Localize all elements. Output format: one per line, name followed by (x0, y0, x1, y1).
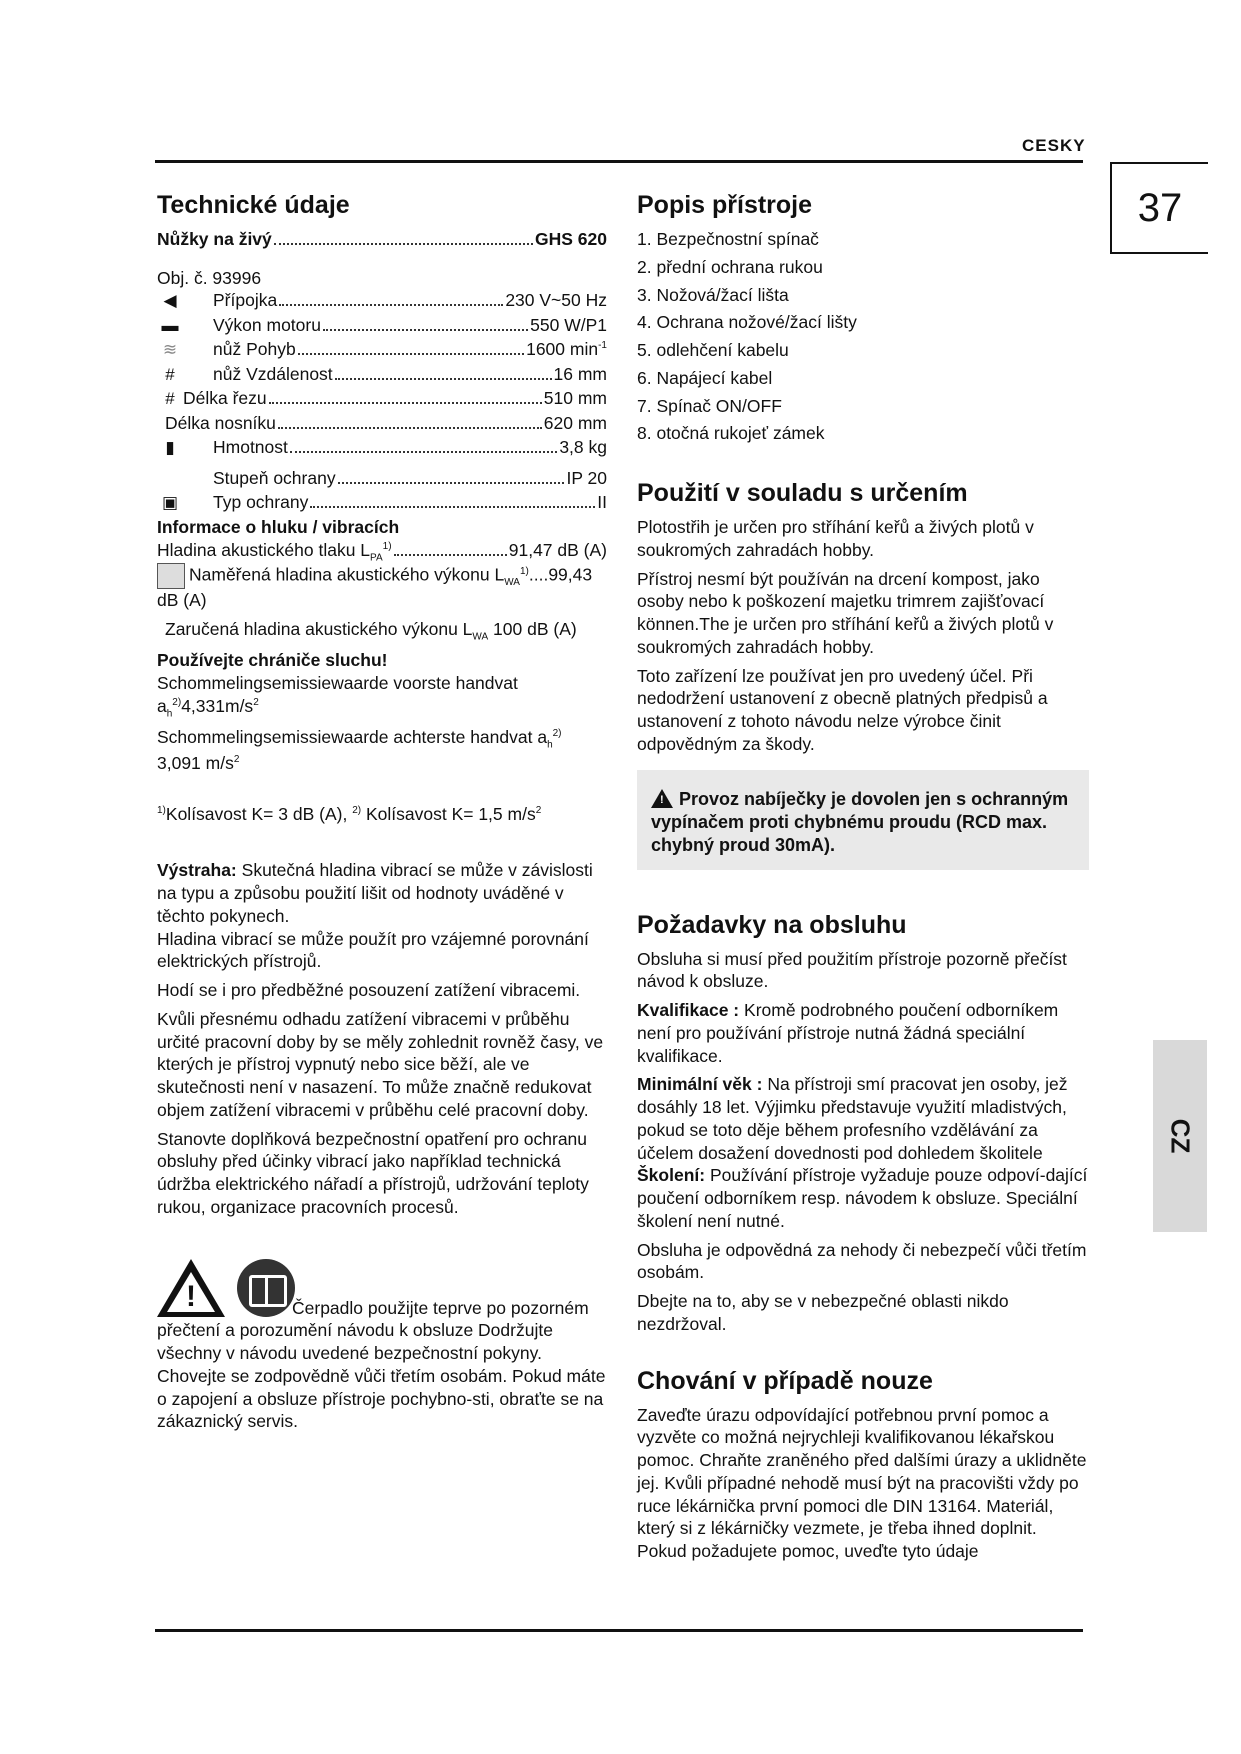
list-item: 3. Nožová/žací lišta (637, 284, 789, 305)
warning-label: Výstraha: (157, 860, 237, 881)
tolerance-1: Kolísavost K= 3 dB (A), (165, 803, 348, 824)
spec-value (526, 338, 607, 361)
list-item: 5. odlehčení kabelu (637, 340, 789, 360)
dot-leader (338, 482, 565, 484)
vibration-para-4: Stanovte doplňková bezpečnostní opatření pro ochranu obsluhy před účinky vibrací jako například technická údržba elektrického nářadí a přístrojů, udržování teploty rukou, organizace pracovních procesů. (157, 1128, 589, 1217)
vibration-front: Schommelingsemissiewaarde voorste handvat $a_h^{2)}4,331m/s^2$ (157, 673, 518, 720)
noise-pressure-row (157, 539, 607, 564)
dot-leader (298, 353, 524, 355)
rcd-notice (637, 770, 1089, 870)
min-age-text: Na přístroji smí pracovat jen osoby, jež dosáhly 18 let. Výjimku představuje využití mladistvých, pokud se toto děje během profesního vzdělávání za účelem dosažení dovednosti pod dohledem školitele (637, 1074, 1068, 1163)
plug-icon: ◀ (163, 291, 177, 311)
spec-value: 550 W/P1 (530, 314, 607, 335)
spec-row (157, 467, 607, 492)
read-manual-icon (237, 1259, 295, 1317)
spec-row (157, 314, 607, 339)
emergency-para: Zaveďte úrazu odpovídající potřebnou první pomoc a vyzvěte co možná nejrychleji kvalifikovanou lékařskou pomoc. Chraňte zraněného před dalšími úrazy a uklidněte jej. Kvůli případné nehodě musí být na pracovišti vždy po ruce lékárnička první pomoci dle DIN 13164. Materiál, který si z lékárničky vezmete, je třeba ihned doplnit. (637, 1404, 1087, 1539)
noise-sup: 1) (382, 540, 392, 552)
order-number: Obj. č. 93996 (157, 267, 262, 288)
vib-value: 4,331m/s (181, 695, 254, 716)
list-item: 6. Napájecí kabel (637, 367, 773, 388)
vib-label: Schommelingsemissiewaarde achterste handvat a (157, 727, 548, 748)
dot-leader (274, 243, 533, 245)
model-value: GHS 620 (535, 229, 607, 249)
spec-row (157, 387, 607, 412)
dot-leader (278, 427, 542, 429)
device-description-title: Popis přístroje (637, 191, 813, 219)
intended-use-title: Použití v souladu s určením (637, 479, 968, 507)
vib-label: Schommelingsemissiewaarde voorste handvat a (157, 673, 518, 716)
tolerance-note: $^{1)}$Kolísavost K= 3 dB (A), $^{2)}$ Kolísavost K= 1,5 $m/s^2$ (157, 803, 542, 824)
warning-text: Skutečná hladina vibrací se může v závislosti na typu a způsobu použití lišit od hodnoty uváděné v těchto pokynech. (157, 860, 593, 926)
spec-value: 230 V~50 Hz (505, 290, 607, 311)
intended-use-para-3: Toto zařízení lze používat jen pro uvedený účel. Při nedodržení ustanovení z obecně platných předpisů a ustanovení z tohoto návodu nelze výrobce činit odpovědným za škody. (637, 665, 1048, 754)
top-rule (155, 160, 1083, 163)
training-label: Školení: (637, 1165, 706, 1186)
dot-leader (323, 329, 528, 331)
noise-label: Zaručená hladina akustického výkonu L (165, 618, 473, 639)
spec-label: nůž Vzdálenost (213, 363, 333, 384)
right-column (637, 190, 1089, 1563)
spec-label: nůž Pohyb (213, 339, 296, 360)
noise-guaranteed-row (157, 618, 607, 644)
min-age-label: Minimální věk : (637, 1074, 763, 1095)
noise-heading: Informace o hluku / vibracích (157, 516, 400, 537)
spec-row (157, 363, 607, 388)
hearing-protection: Používejte chrániče sluchu! (157, 650, 388, 671)
min-age-para (637, 1073, 1089, 1164)
dot-leader (335, 378, 552, 380)
vib-value: 3,091 m/s (157, 752, 234, 773)
class-icon: ▣ (161, 493, 179, 513)
tolerance-2: Kolísavost K= 1,5 m/s (365, 803, 536, 824)
left-column (157, 190, 607, 1433)
tech-data-title: Technické údaje (157, 191, 350, 219)
spec-value: 3,8 kg (559, 437, 607, 458)
qualification-para (637, 999, 1089, 1067)
noise-label: Naměřená hladina akustického výkonu L (189, 564, 505, 585)
spec-row (157, 289, 607, 314)
spec-value: II (597, 492, 607, 513)
parts-list (637, 228, 1089, 445)
spec-label: Stupeň ochrany (213, 467, 336, 488)
operator-para-2: Obsluha je odpovědná za nehody či nebezpečí vůči třetím osobám. (637, 1239, 1087, 1283)
emergency-title: Chování v případě nouze (637, 1366, 933, 1395)
spec-value-text: 1600 min (526, 339, 599, 360)
operator-para-3: Dbejte na to, aby se v nebezpečné oblasti nikdo nezdržoval. (637, 1291, 1009, 1334)
warning-triangle-icon: ! (157, 1259, 225, 1317)
motor-icon: ▬ (161, 315, 179, 335)
spec-label: Délka nosníku (165, 412, 276, 433)
side-tab-label: CZ (1165, 1118, 1196, 1154)
spec-row (157, 491, 607, 516)
vibration-para-2: Hodí se i pro předběžné posouzení zatížení vibracemi. (157, 980, 581, 1001)
list-item: 4. Ochrana nožové/žací lišty (637, 312, 857, 333)
blade-icon: # (165, 389, 175, 409)
noise-sup: 1) (519, 565, 529, 577)
noise-sub: WA (504, 577, 520, 589)
notice-text: Provoz nabíječky je dovolen jen s ochranným vypínačem proti chybnému proudu (RCD max. chybný proud 30mA). (651, 788, 1069, 856)
speed-icon: ≋ (162, 340, 178, 360)
page-number: 37 (1110, 162, 1208, 254)
spec-row (157, 412, 607, 437)
qualification-label: Kvalifikace : (637, 1000, 740, 1021)
list-item: 1. Bezpečnostní spínač (637, 229, 819, 249)
list-item: 2. přední ochrana rukou (637, 256, 823, 277)
spec-value: 99,43 dB (A) (157, 564, 593, 611)
noise-sub: WA (472, 631, 489, 643)
dot-leader (394, 554, 507, 556)
qualification-text: Kromě podrobného poučení odborníkem není pro používání přístroje nutná žádná speciální kvalifikace. (637, 1000, 1059, 1066)
language-label: CESKY (1022, 136, 1086, 155)
spec-value: 91,47 dB (A) (508, 539, 607, 560)
list-item: 7. Spínač ON/OFF (637, 395, 782, 416)
list-item: 8. otočná rukojeť zámek (637, 423, 825, 444)
training-text: Používání přístroje vyžaduje pouze odpoví-dající poučení odborníkem resp. návodem k obsluze. Speciální školení není nutné. (637, 1165, 1088, 1231)
spec-label: Typ ochrany (213, 492, 309, 513)
bottom-rule (155, 1629, 1083, 1632)
spec-label: Přípojka (213, 290, 278, 311)
spec-label (157, 539, 392, 565)
dot-leader (279, 304, 503, 306)
read-first-paragraph: Čerpadlo použijte teprve po pozorném přečtení a porozumění návodu k obsluze Dodržujte všechny v návodu uvedené bezpečnostní pokyny. Chovejte se zodpovědně vůči třetím osobám. Pokud máte o zapojení a obsluze přístroje pochybno-sti, obraťte se na zákaznický servis. (157, 1297, 606, 1432)
spec-value: 510 mm (543, 388, 607, 409)
warning-paragraph (157, 859, 607, 927)
warning-icon (651, 789, 673, 808)
spec-value: 16 mm (553, 363, 607, 384)
operator-requirements-title: Požadavky na obsluhu (637, 910, 907, 939)
noise-label: Hladina akustického tlaku L (157, 539, 371, 560)
spec-value: 100 dB (A) (493, 618, 577, 639)
spec-value: 620 mm (543, 412, 607, 433)
language-side-tab (1153, 1040, 1207, 1232)
intended-use-para-2: Přístroj nesmí být používán na drcení kompost, jako osoby nebo k poškození majetku trimrem zajišťovací können.The je určen pro stříhání keřů a živých plotů v soukromých zahradách hobby. (637, 568, 1054, 657)
intended-use-para-1: Plotostřih je určen pro stříhání keřů a živých plotů v soukromých zahradách hobby. (637, 517, 1034, 560)
model-line (157, 228, 607, 253)
emergency-last-line: Pokud požadujete pomoc, uveďte tyto údaje (637, 1541, 979, 1562)
spec-label: Hmotnost (213, 437, 288, 458)
training-para (637, 1164, 1089, 1232)
vibration-para-3: Kvůli přesnému odhadu zatížení vibracemi v průběhu určité pracovní doby by se měly zohlednit rovněž časy, ve kterých je přístroj vypnutý nebo sice běží, ale ve skutečnosti není v nasazení. To může značně redukovat objem zatížení vibracemi v průběhu celé pracovní doby. (157, 1008, 604, 1120)
vibration-rear: Schommelingsemissiewaarde achterste handvat $a_h^{2)}$ 3,091 $m/s^2$ (157, 727, 562, 773)
dot-leader (269, 402, 542, 404)
dot-leader (290, 451, 557, 453)
noise-sub: PA (370, 552, 383, 563)
weight-icon: ▮ (165, 438, 175, 458)
operator-para-1: Obsluha si musí před použitím přístroje pozorně přečíst návod k obsluze. (637, 948, 1067, 992)
spec-row (157, 338, 607, 363)
spec-label: Výkon motoru (213, 314, 321, 335)
noise-power-row: Naměřená hladina akustického výkonu $L_{WA}^{1)}....99,43$ dB (A) (157, 564, 593, 611)
dot-leader (310, 506, 595, 508)
spec-label: Délka řezu (183, 388, 267, 409)
unit-sup: -1 (598, 340, 607, 352)
blade-icon: # (165, 364, 175, 384)
spec-value: IP 20 (566, 467, 607, 488)
model-label: Nůžky na živý (157, 229, 272, 249)
vibration-para-1: Hladina vibrací se může použít pro vzájemné porovnání elektrických přístrojů. (157, 928, 589, 972)
spec-row (157, 436, 607, 461)
ear-icon (157, 563, 185, 589)
